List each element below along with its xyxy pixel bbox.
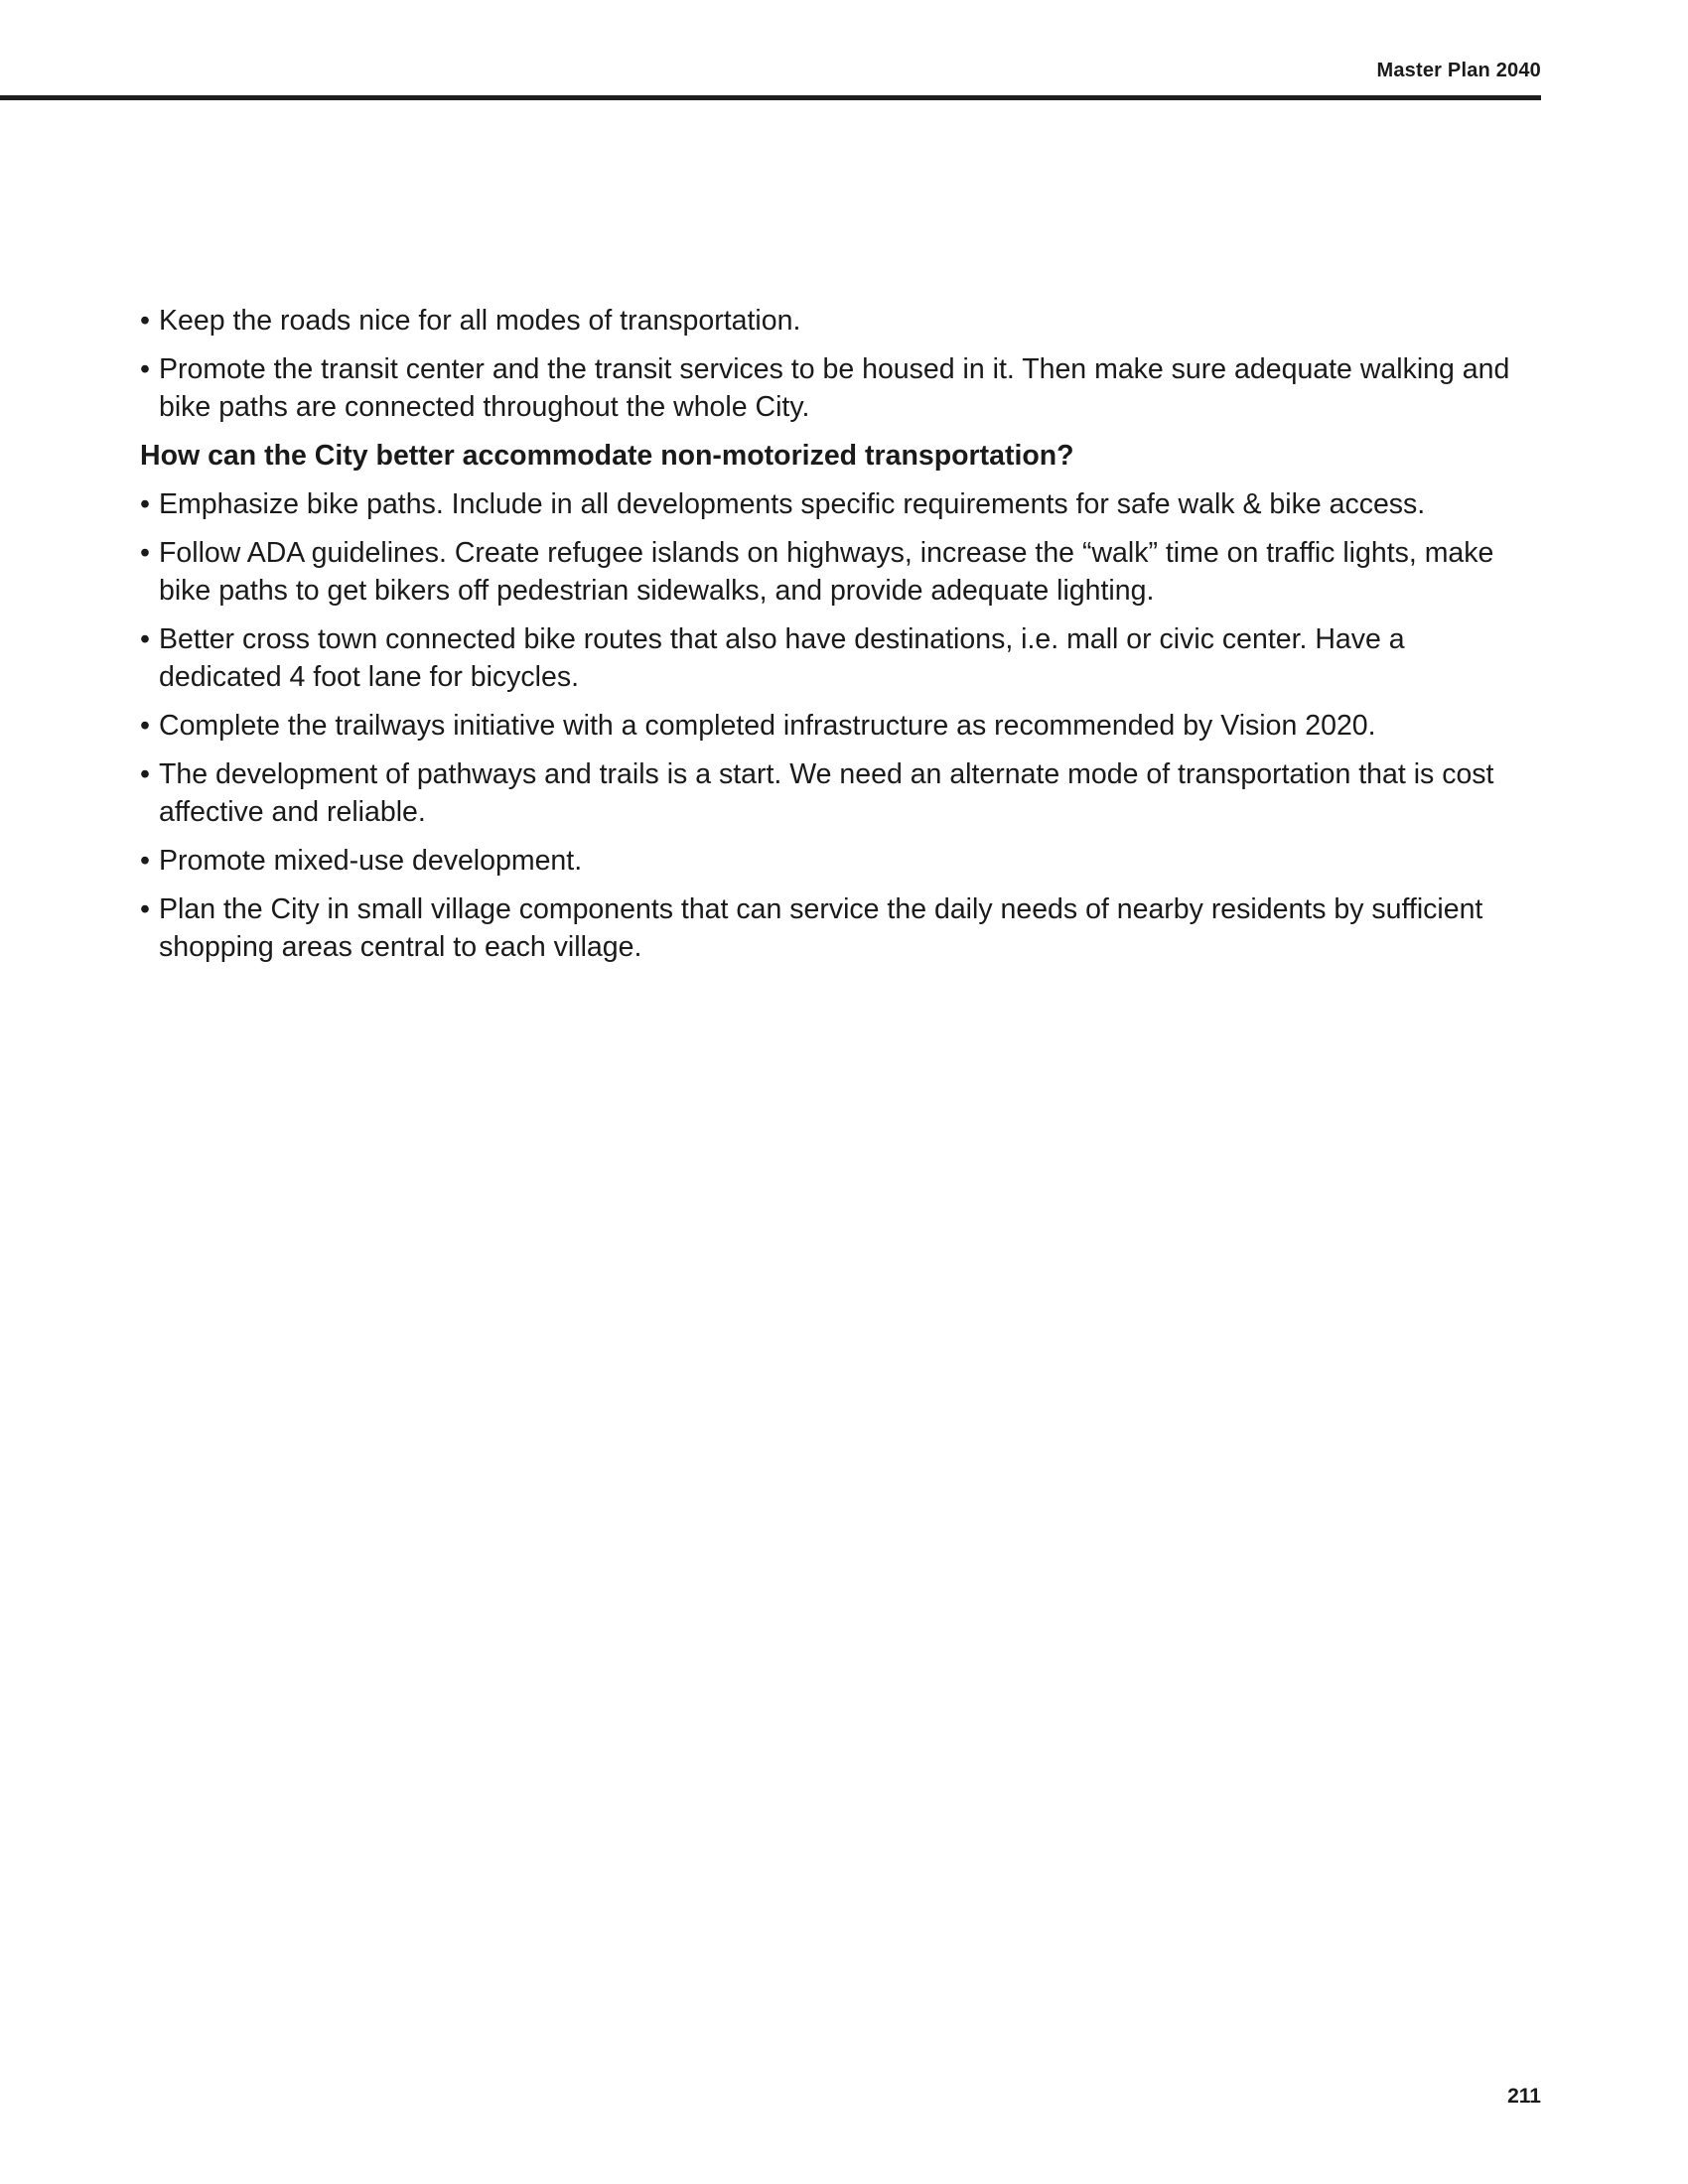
- bullet-item: [140, 755, 1510, 831]
- bullet-text: Complete the trailways initiative with a completed infrastructure as recommended by Vision 2020.: [159, 710, 1376, 742]
- bullet-text: The development of pathways and trails is a start. We need an alternate mode of transportation that is cost affective and reliable.: [159, 758, 1494, 828]
- bullet-item: [140, 485, 1510, 523]
- bullet-marker: •: [140, 845, 150, 877]
- bullet-marker: •: [140, 305, 150, 337]
- bullet-text: Promote mixed-use development.: [159, 845, 583, 877]
- bullet-marker: •: [140, 488, 150, 520]
- bullet-marker: •: [140, 758, 150, 790]
- bullet-text: Keep the roads nice for all modes of transportation.: [159, 305, 801, 337]
- bullet-marker: •: [140, 710, 150, 742]
- bullet-item: [140, 842, 1510, 880]
- header-divider: [0, 95, 1541, 100]
- bullet-text: Promote the transit center and the transit services to be housed in it. Then make sure adequate walking and bike paths are connected throughout the whole City.: [159, 353, 1510, 423]
- bullet-text: Better cross town connected bike routes that also have destinations, i.e. mall or civic center. Have a dedicated 4 foot lane for bicycles.: [159, 623, 1405, 693]
- bullet-text: Plan the City in small village components that can service the daily needs of nearby residents by sufficient shopping areas central to each village.: [159, 893, 1483, 963]
- bullet-item: [140, 620, 1510, 696]
- bullet-item: [140, 890, 1510, 966]
- running-header: Master Plan 2040: [1376, 60, 1541, 81]
- page-number: 211: [1507, 2085, 1541, 2108]
- bullet-text: Follow ADA guidelines. Create refugee islands on highways, increase the “walk” time on traffic lights, make bike paths to get bikers off pedestrian sidewalks, and provide adequate lighting.: [159, 537, 1494, 607]
- bullet-item: [140, 302, 1510, 340]
- bullet-marker: •: [140, 893, 150, 925]
- bullet-item: [140, 707, 1510, 745]
- bullet-text: Emphasize bike paths. Include in all developments specific requirements for safe walk & bike access.: [159, 488, 1426, 520]
- section-question-heading: How can the City better accommodate non-motorized transportation?: [140, 440, 1074, 472]
- document-body: [140, 302, 1510, 977]
- bullet-marker: •: [140, 623, 150, 655]
- bullet-item: [140, 534, 1510, 610]
- bullet-item: [140, 350, 1510, 426]
- bullet-marker: •: [140, 353, 150, 385]
- bullet-marker: •: [140, 537, 150, 569]
